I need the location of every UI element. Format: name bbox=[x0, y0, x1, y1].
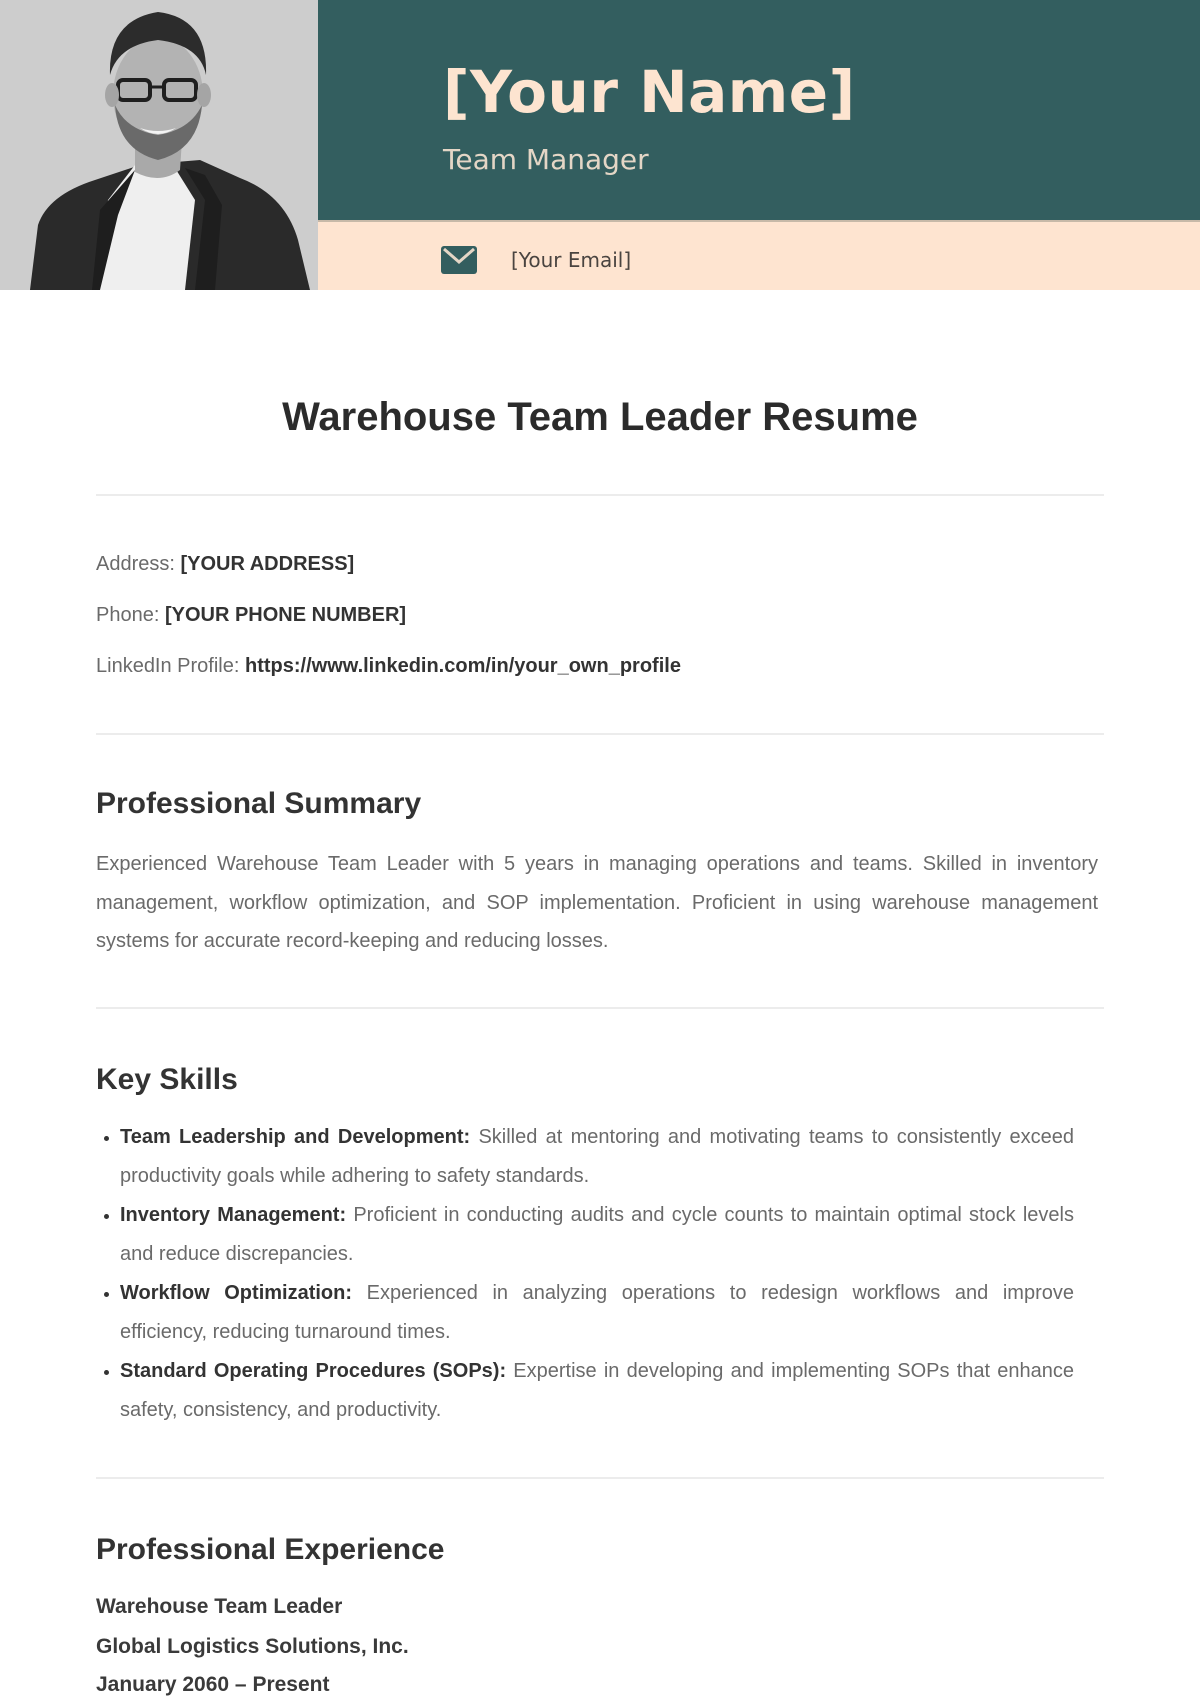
job-company: Global Logistics Solutions, Inc. bbox=[96, 1635, 409, 1658]
bullet-icon bbox=[104, 1292, 109, 1297]
divider bbox=[96, 1007, 1104, 1009]
divider bbox=[96, 733, 1104, 735]
skill-label: Workflow Optimization: bbox=[120, 1282, 353, 1304]
address-line bbox=[96, 553, 354, 576]
skills-list bbox=[96, 1118, 1074, 1430]
phone-label: Phone: bbox=[96, 604, 165, 626]
divider bbox=[96, 1477, 1104, 1479]
skills-heading: Key Skills bbox=[96, 1063, 238, 1096]
summary-text: Experienced Warehouse Team Leader with 5 years in managing operations and teams. Skilled in inventory management, workflow optimization, and SOP implementation. Proficient in using warehouse management systems for accurate record-keeping and reducing losses. bbox=[96, 853, 1098, 952]
phone-line bbox=[96, 604, 406, 627]
resume-header bbox=[0, 0, 1200, 290]
job-title: Warehouse Team Leader bbox=[96, 1595, 343, 1618]
skill-item bbox=[96, 1196, 1074, 1274]
phone-value: [YOUR PHONE NUMBER] bbox=[164, 604, 407, 626]
profile-photo-image bbox=[0, 0, 318, 290]
skill-item bbox=[96, 1274, 1074, 1352]
divider bbox=[96, 494, 1104, 496]
bullet-icon bbox=[104, 1214, 109, 1219]
skill-text: Skilled at mentoring and motivating teams to consistently exceed productivity goals while adhering to safety standards. bbox=[120, 1126, 1074, 1187]
linkedin-line bbox=[96, 655, 681, 678]
bullet-icon bbox=[104, 1136, 109, 1141]
experience-heading: Professional Experience bbox=[96, 1533, 445, 1566]
linkedin-link[interactable]: https://www.linkedin.com/in/your_own_profile bbox=[244, 655, 681, 677]
skill-label: Standard Operating Procedures (SOPs): bbox=[120, 1360, 507, 1382]
address-value: [YOUR ADDRESS] bbox=[180, 553, 355, 575]
skill-item bbox=[96, 1118, 1074, 1196]
skill-text: Proficient in conducting audits and cycle counts to maintain optimal stock levels and reduce discrepancies. bbox=[120, 1204, 1075, 1265]
contact-band bbox=[318, 220, 1200, 290]
bullet-icon bbox=[104, 1370, 109, 1375]
skill-text: Experienced in analyzing operations to redesign workflows and improve efficiency, reducing turnaround times. bbox=[120, 1282, 1075, 1343]
mail-icon bbox=[441, 246, 477, 274]
skill-label: Team Leadership and Development: bbox=[120, 1126, 471, 1148]
name-band bbox=[318, 0, 1200, 220]
skill-item bbox=[96, 1352, 1074, 1430]
profile-photo bbox=[0, 0, 318, 290]
job-dates: January 2060 – Present bbox=[96, 1673, 330, 1696]
candidate-role: Team Manager bbox=[443, 143, 649, 176]
skill-text: Expertise in developing and implementing SOPs that enhance safety, consistency, and productivity. bbox=[120, 1360, 1074, 1421]
skill-label: Inventory Management: bbox=[120, 1204, 347, 1226]
candidate-name: [Your Name] bbox=[443, 58, 856, 126]
summary-heading: Professional Summary bbox=[96, 787, 422, 820]
page-title: Warehouse Team Leader Resume bbox=[282, 395, 918, 439]
linkedin-label: LinkedIn Profile: bbox=[96, 655, 245, 677]
address-label: Address: bbox=[96, 553, 181, 575]
email-text: [Your Email] bbox=[511, 248, 632, 272]
